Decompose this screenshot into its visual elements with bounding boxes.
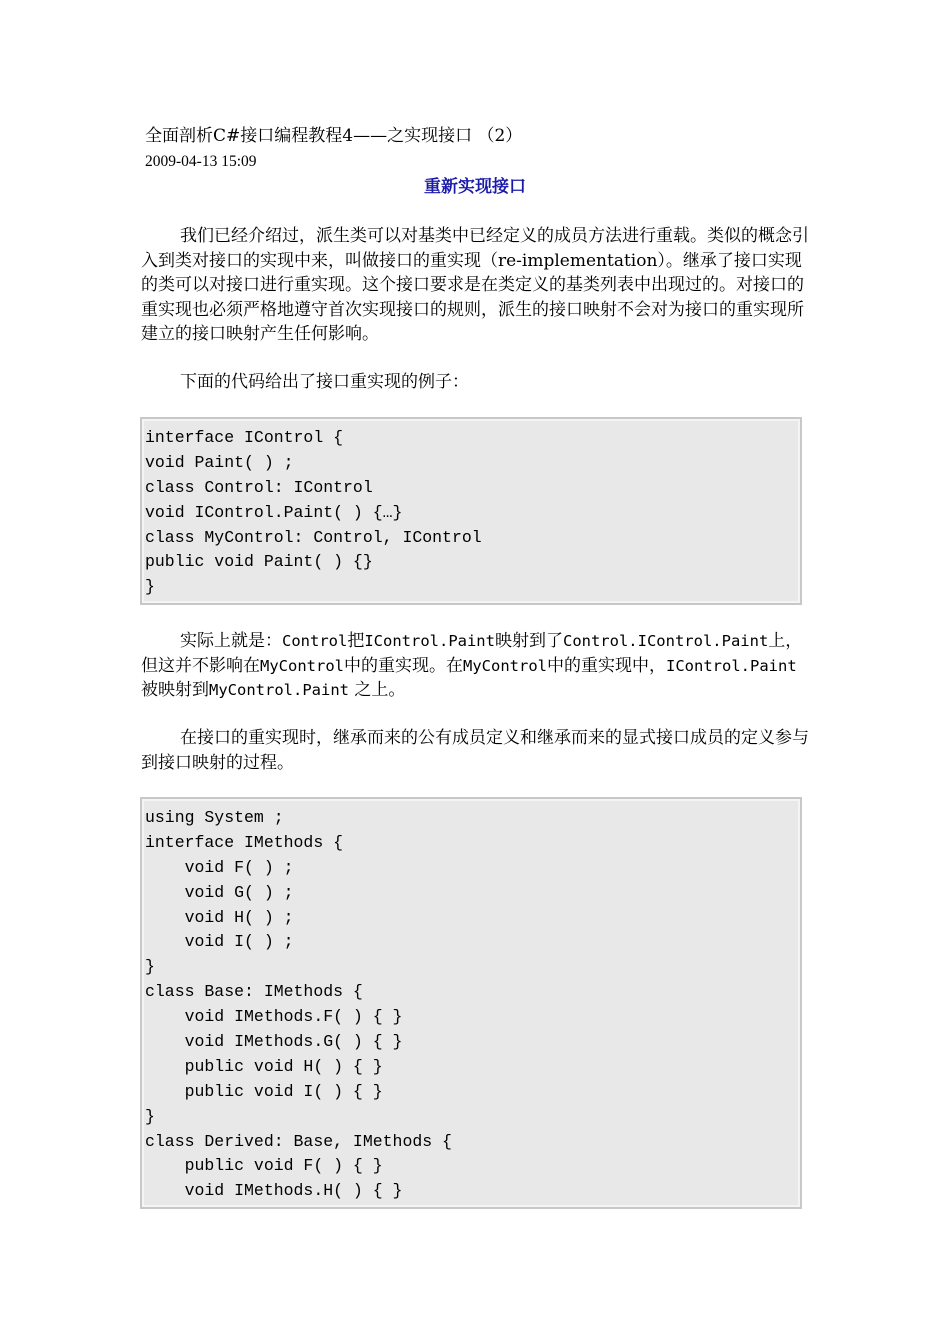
code-line: using System ; [145,808,284,827]
code-span: IControl.Paint [364,632,495,650]
section-heading: 重新实现接口 [424,177,526,197]
code-line: public void F( ) { } [145,1156,383,1176]
code-block-imethods [140,797,802,1209]
code-line: void F( ) ; [145,857,294,877]
text-span: 被映射到 [141,680,209,701]
code-span: IControl.Paint [666,656,797,675]
code-span: MyControl [260,656,344,675]
paragraph-example-intro: 下面的代码给出了接口重实现的例子： [180,372,469,392]
code-line: class Derived: Base, IMethods { [145,1131,452,1151]
text-span: 实际上就是： [180,631,282,651]
document-title: 全面剖析C#接口编程教程4——之实现接口 （2） [145,126,523,146]
code-block-icontrol [140,417,802,605]
text-span: 上，但这并不影响在 [141,631,803,676]
code-span: MyControl [463,656,547,675]
code-line: void IControl.Paint( ) {…} [145,502,403,522]
code-line: class Base: IMethods { [145,982,363,1002]
code-line: void G( ) ; [145,882,294,902]
code-line: } [145,957,155,977]
text-span: 中的重实现中， [547,655,666,676]
text-span: 映射到了 [494,631,563,651]
text-span: 之上。 [348,680,406,701]
code-span: MyControl.Paint [209,681,349,700]
code-line: class Control: IControl [145,477,373,497]
document-date: 2009-04-13 15:09 [145,153,257,170]
code-span: Control.IControl.Paint [562,632,769,650]
code-line: void IMethods.H( ) { } [145,1181,403,1201]
text-span: 中的重实现。在 [344,655,463,676]
code-line: void IMethods.G( ) { } [145,1032,403,1052]
code-line: void H( ) ; [145,907,294,927]
code-line: class MyControl: Control, IControl [145,527,482,547]
code-line: void IMethods.F( ) { } [145,1007,403,1027]
code-lines [145,426,482,600]
code-span: Control [282,632,348,650]
code-line: void I( ) ; [145,932,294,952]
text-span: 把 [347,631,365,651]
code-line: public void Paint( ) {} [145,552,373,572]
paragraph-explanation [141,629,813,703]
code-line: void Paint( ) ; [145,452,294,472]
code-line: public void H( ) { } [145,1056,383,1076]
code-line: public void I( ) { } [145,1081,383,1101]
paragraph-intro: 我们已经介绍过，派生类可以对基类中已经定义的成员方法进行重载。类似的概念引入到类对接口的实现中来，叫做接口的重实现（re-implementation）。继承了接口实现的类可以对接口进行重实现。这个接口要求是在类定义的基类列表中出现过的。对接口的重实现也必须严格地遵守首次实现接口的规则，派生的接口映射不会对为接口的重实现所建立的接口映射产生任何影响。 [141,226,809,345]
code-line: interface IMethods { [145,832,344,852]
code-line: } [145,577,155,597]
code-line: interface IControl { [145,428,344,447]
code-lines [145,806,452,1204]
code-line: } [145,1106,155,1126]
paragraph-mapping: 在接口的重实现时，继承而来的公有成员定义和继承而来的显式接口成员的定义参与到接口映射的过程。 [141,728,809,773]
